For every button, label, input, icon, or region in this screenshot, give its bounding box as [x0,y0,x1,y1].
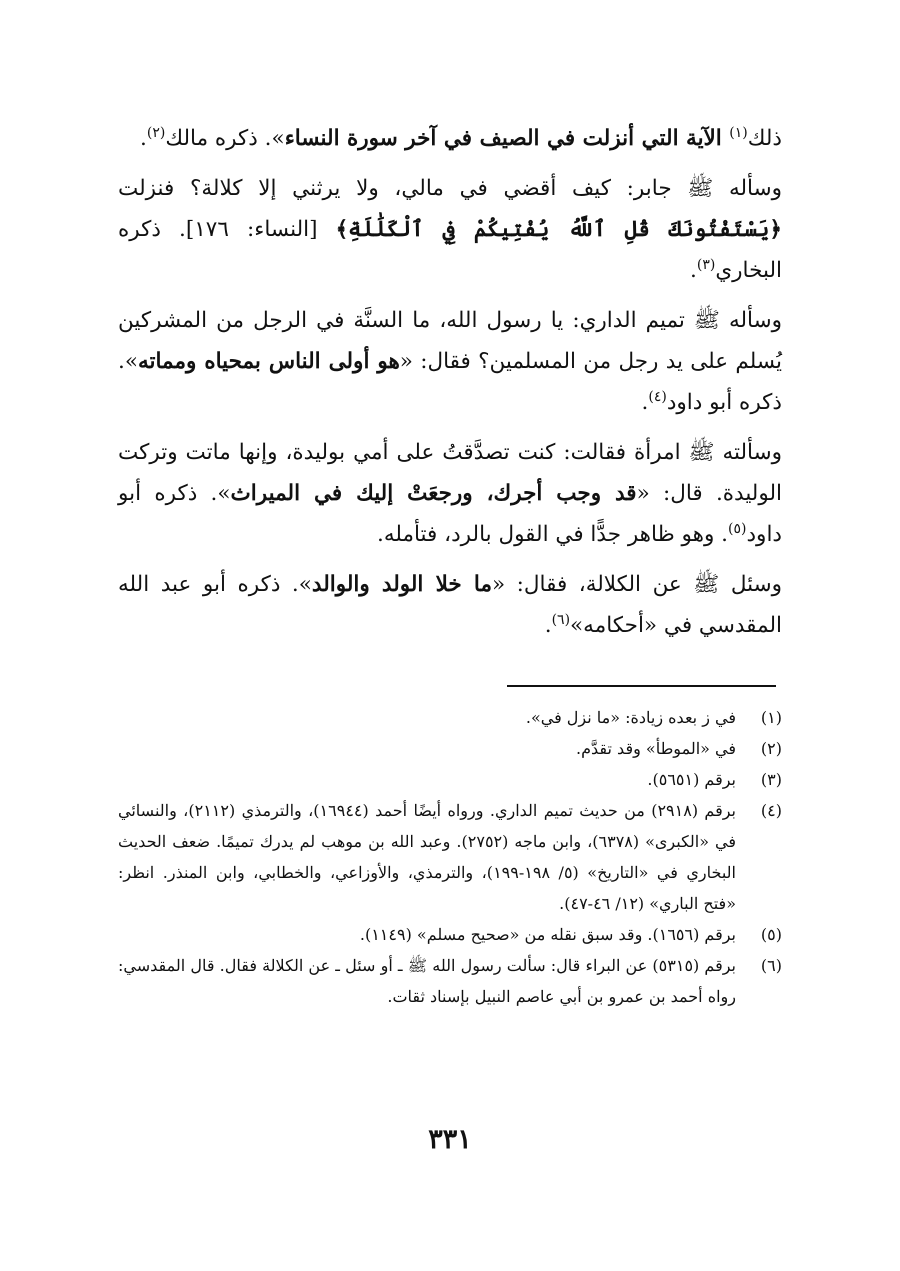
paragraph [118,432,782,555]
footnote-text: في ز بعده زيادة: «ما نزل في». [525,708,736,727]
page-number: ٣٣١ [428,1124,472,1155]
text-run: وسأله ﷺ تميم الداري: يا رسول الله، ما السنَّة في الرجل من المشركين يُسلم على يد رجل من المسلمين؟ فقال: « [118,308,782,374]
bold-quote: الآية التي أنزلت في الصيف في آخر سورة النساء [284,126,730,151]
text-run: . [641,390,649,415]
footnote [118,950,782,1012]
text-run: وسألته ﷺ امرأة فقالت: كنت تصدَّقتُ على أمي بوليدة، وإنها ماتت وتركت الوليدة. قال: « [118,440,782,506]
text-run: ذلك [747,126,782,151]
text-run: ». ذكره مالك [165,126,285,151]
footnote-number: (١) [760,708,782,727]
footnote-ref: (٢) [146,124,166,141]
footnote-ref: (٦) [551,611,571,628]
text-run: . [140,126,147,151]
paragraph [118,118,782,159]
bold-quote: قد وجب أجرك، ورجعَتْ إليك في الميراث [230,481,637,506]
footnote-number: (٤) [760,801,782,820]
footnote-number: (٦) [760,956,782,975]
footnote-ref: (٣) [696,256,716,273]
footnote-ref: (٤) [648,388,667,405]
text-run: وسأله ﷺ جابر: كيف أقضي في مالي، ولا يرثني إلا كلالة؟ فنزلت [118,176,782,201]
text-run: ». ذكره أبو داود [118,481,782,547]
footnote-text: في «الموطأ» وقد تقدَّم. [576,739,736,758]
footnote-number: (٢) [760,739,782,758]
text-run: ». ذكره أبو داود [118,349,782,415]
footnote-text: برقم (٢٩١٨) من حديث تميم الداري. ورواه أيضًا أحمد (١٦٩٤٤)، والترمذي (٢١١٢)، والنسائي في «الكبرى» (٦٣٧٨)، وابن ماجه (٢٧٥٢). وعبد الله بن موهب لم يدرك تميمًا. ضعف الحديث البخاري في «التاريخ» (٥/ ١٩٨-١٩٩)، والترمذي، والأوزاعي، والخطابي، وابن المنذر. انظر: «فتح الباري» (١٢/ ٤٦-٤٧). [118,801,737,913]
text-run: . [690,258,697,283]
bold-quote: هو أولى الناس بمحياه ومماته [138,349,400,374]
footnote [118,702,782,733]
bold-quote: ما خلا الولد والوالد [311,572,492,597]
footnotes [118,702,782,1012]
text-run: ». ذكره أبو عبد الله المقدسي في «أحكامه» [118,572,782,638]
footnote [118,795,782,919]
quran-quote: ﴿يَسْتَفْتُونَكَ قُلِ ٱللَّهُ يُفْتِيكُمْ فِي ٱلْكَلَٰلَةِ﴾ [335,217,782,242]
paragraph [118,168,782,291]
footnote [118,764,782,795]
main-text [118,118,782,655]
footnote-ref: (٥) [728,520,747,537]
text-run: . وهو ظاهر جدًّا في القول بالرد، فتأمله. [377,522,729,547]
footnote-text: برقم (٥٦٥١). [647,770,736,789]
footnote-number: (٣) [760,770,782,789]
paragraph [118,300,782,423]
footnote-text: برقم (١٦٥٦). وقد سبق نقله من «صحيح مسلم» (١١٤٩). [359,925,736,944]
footnote-text: برقم (٥٣١٥) عن البراء قال: سألت رسول الله ﷺ ـ أو سئل ـ عن الكلالة فقال. قال المقدسي: رواه أحمد بن عمرو بن أبي عاصم النبيل بإسناد ثقات. [118,956,736,1006]
paragraph [118,564,782,646]
footnote-separator [507,685,776,687]
footnote-ref: (١) [729,124,748,141]
footnote [118,919,782,950]
footnote [118,733,782,764]
footnote-number: (٥) [760,925,782,944]
text-run: [النساء: ١٧٦]. ذكره البخاري [118,217,782,283]
text-run: . [544,613,552,638]
text-run: وسئل ﷺ عن الكلالة، فقال: « [491,572,782,597]
